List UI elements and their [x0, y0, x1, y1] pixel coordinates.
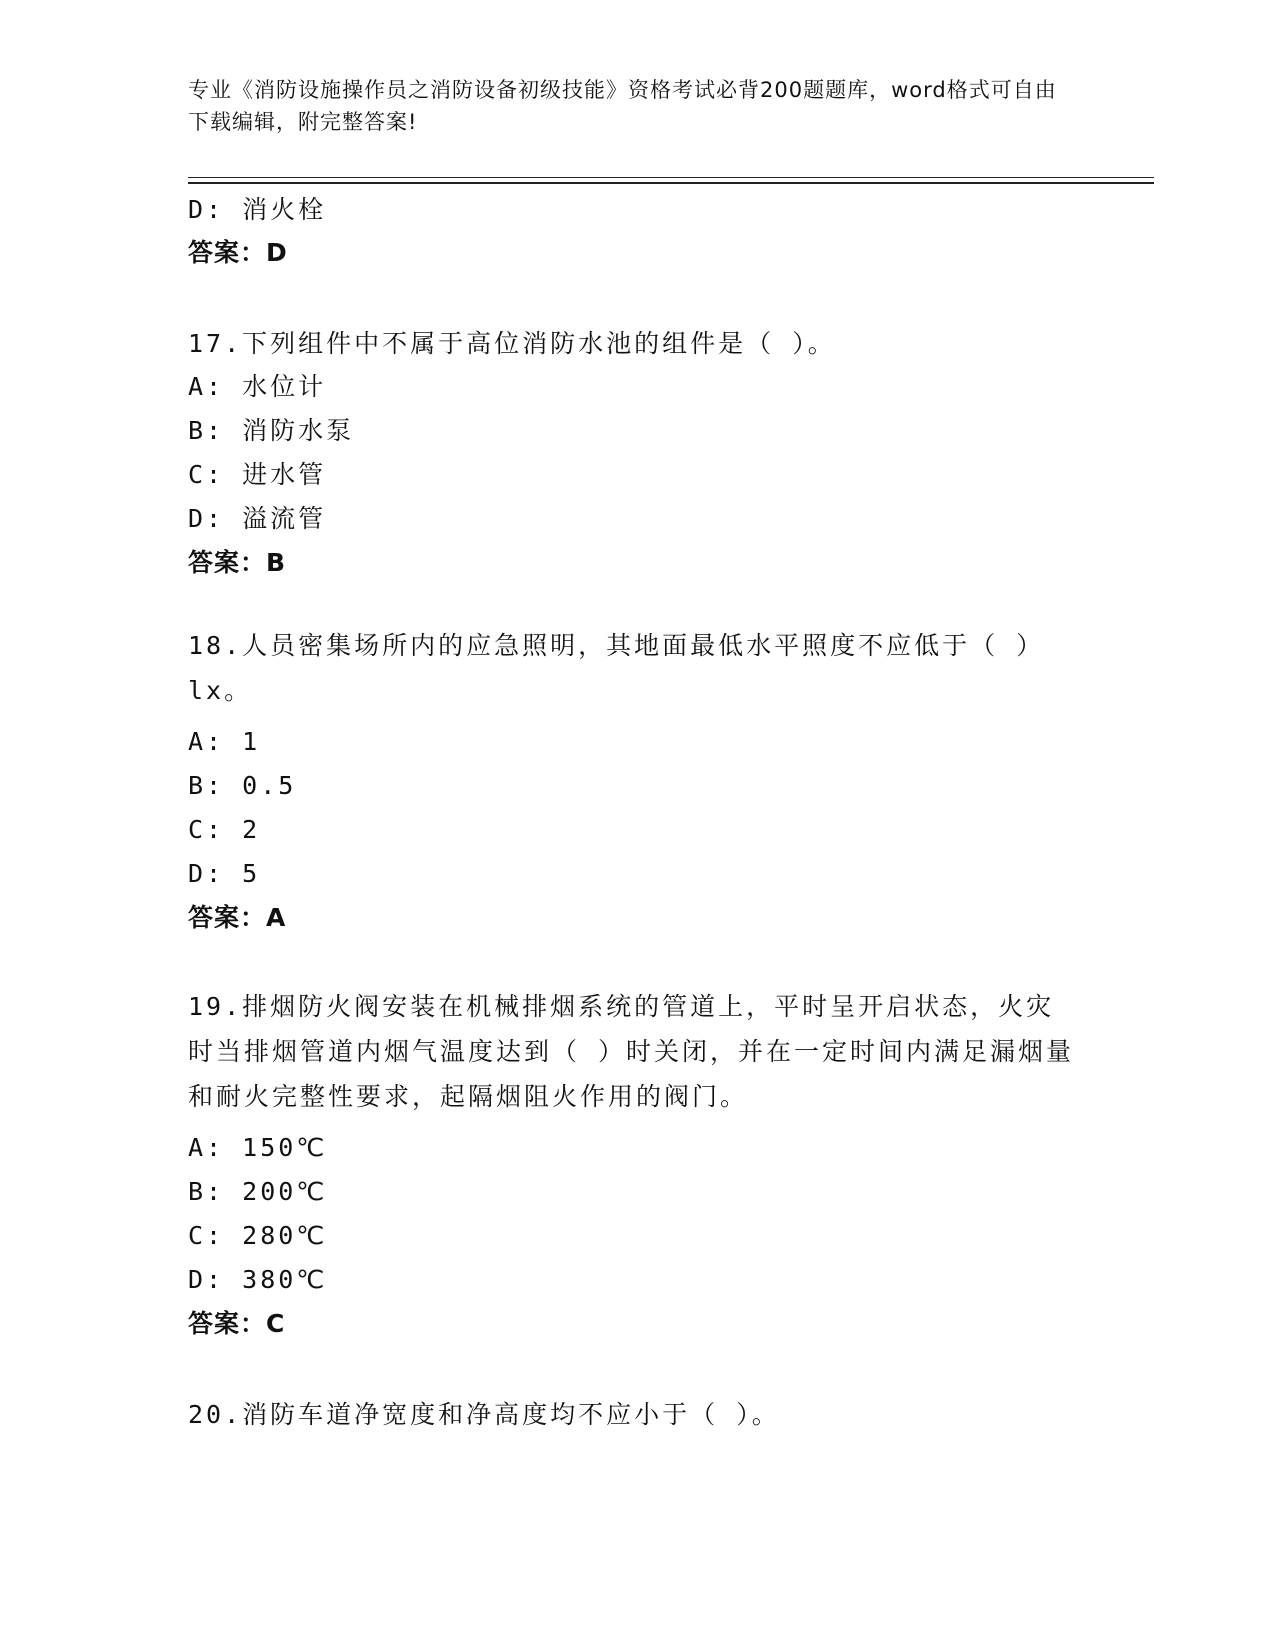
q19-option-c: C: 280℃: [188, 1221, 328, 1250]
q18-option-a: A: 1: [188, 727, 261, 756]
header-divider-thin: [188, 177, 1154, 178]
q19-option-a: A: 150℃: [188, 1133, 328, 1162]
q16-answer: 答案：D: [188, 238, 288, 267]
q19-stem: 19.排烟防火阀安装在机械排烟系统的管道上，平时呈开启状态，火灾时当排烟管道内烟气温度达到（ ）时关闭，并在一定时间内满足漏烟量和耐火完整性要求，起隔烟阻火作用的阀门。: [188, 992, 1075, 1111]
q17-option-c: C: 进水管: [188, 460, 327, 489]
q18-option-b: B: 0.5: [188, 771, 297, 800]
header-divider-thick: [188, 182, 1154, 184]
q18-option-c: C: 2: [188, 815, 261, 844]
q17-option-a: A: 水位计: [188, 372, 327, 401]
q18-answer: 答案：A: [188, 903, 287, 932]
q18-stem: 18.人员密集场所内的应急照明，其地面最低水平照度不应低于（ ）lx。: [188, 631, 1045, 705]
q20-stem: 20.消防车道净宽度和净高度均不应小于（ ）。: [188, 1400, 780, 1429]
q17-answer: 答案：B: [188, 548, 287, 577]
q18-option-d: D: 5: [188, 859, 261, 888]
q19-answer: 答案：C: [188, 1309, 286, 1338]
q17-stem: 17.下列组件中不属于高位消防水池的组件是（ ）。: [188, 329, 836, 358]
q17-option-d: D: 溢流管: [188, 504, 327, 533]
document-intro: 专业《消防设施操作员之消防设备初级技能》资格考试必背200题题库，word格式可自由下载编辑，附完整答案!: [188, 78, 1057, 134]
q19-option-b: B: 200℃: [188, 1177, 328, 1206]
q19-option-d: D: 380℃: [188, 1265, 328, 1294]
q16-option-d: D: 消火栓: [188, 195, 327, 224]
q17-option-b: B: 消防水泵: [188, 416, 355, 445]
